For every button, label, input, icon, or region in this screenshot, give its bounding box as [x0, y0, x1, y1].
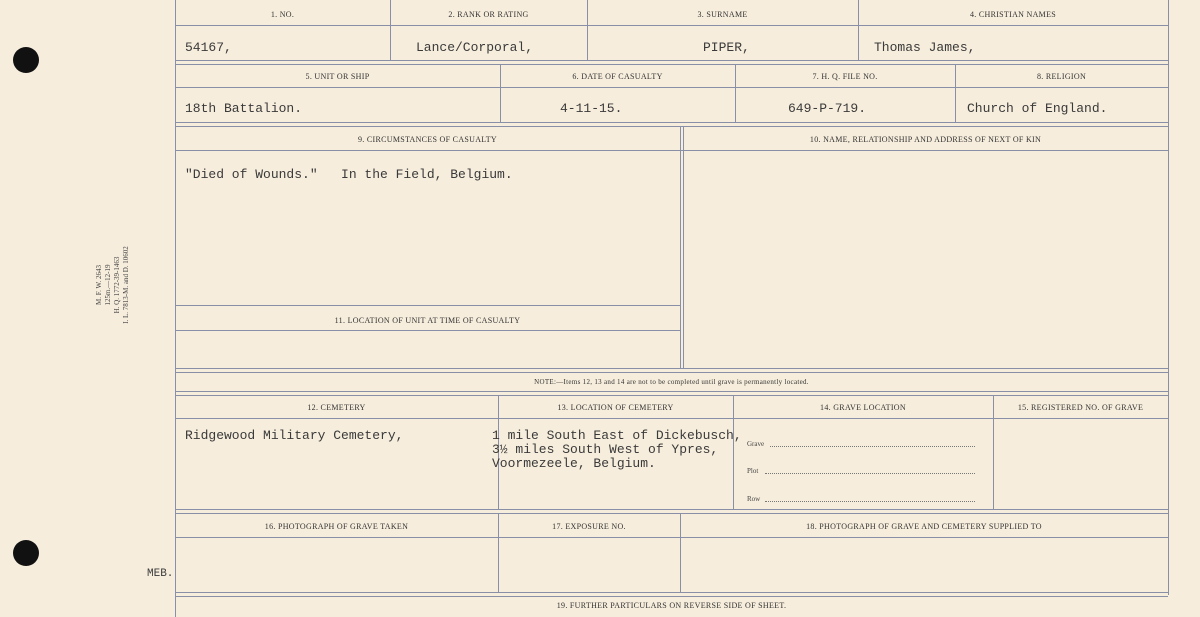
- value-christian-names: Thomas James,: [874, 40, 976, 55]
- label-grave-location: 14. GRAVE LOCATION: [820, 403, 906, 412]
- label-photograph: 16. PHOTOGRAPH OF GRAVE TAKEN: [264, 522, 409, 531]
- divider: [993, 395, 994, 509]
- label-supplied-to: 18. PHOTOGRAPH OF GRAVE AND CEMETERY SUPPLIED TO: [806, 522, 1042, 531]
- divider: [858, 0, 859, 60]
- divider: [390, 0, 391, 60]
- label-unit-location: 11. LOCATION OF UNIT AT TIME OF CASUALTY: [334, 316, 521, 325]
- divider: [680, 126, 681, 368]
- grave-line: [770, 446, 975, 447]
- divider: [175, 122, 1168, 127]
- ref-line: 125m.—12-19: [104, 264, 112, 306]
- ref-line: M. F. W. 2643: [95, 265, 103, 305]
- label-surname: 3. SURNAME: [697, 10, 748, 19]
- value-cemetery: Ridgewood Military Cemetery,: [185, 428, 404, 443]
- value-religion: Church of England.: [967, 101, 1108, 116]
- value-surname: PIPER,: [703, 40, 750, 55]
- value-date: 4-11-15.: [560, 101, 623, 116]
- label-christian-names: 4. CHRISTIAN NAMES: [969, 10, 1057, 19]
- label-no: 1. NO.: [270, 10, 295, 19]
- divider: [175, 418, 1168, 419]
- divider: [175, 368, 1168, 373]
- border: [1168, 0, 1169, 595]
- punch-hole: [13, 47, 39, 73]
- label-registered-no: 15. REGISTERED NO. OF GRAVE: [1017, 403, 1144, 412]
- divider: [175, 60, 1168, 65]
- label-plot: Plot: [747, 467, 759, 475]
- label-date: 6. DATE OF CASUALTY: [572, 72, 663, 81]
- plot-line: [765, 473, 975, 474]
- label-cemetery: 12. CEMETERY: [307, 403, 366, 412]
- divider: [175, 330, 680, 331]
- divider: [175, 305, 680, 306]
- divider: [175, 25, 1168, 26]
- ref-line: I. L. 7813-M. and D. 10602: [122, 246, 130, 324]
- label-further-particulars: 19. FURTHER PARTICULARS ON REVERSE SIDE OF SHEET.: [556, 601, 787, 610]
- value-circumstances: "Died of Wounds." In the Field, Belgium.: [185, 167, 513, 182]
- row-line: [765, 501, 975, 502]
- divider: [175, 150, 1168, 151]
- form-reference: [95, 230, 131, 340]
- divider: [175, 391, 1168, 396]
- value-unit: 18th Battalion.: [185, 101, 303, 116]
- label-rank: 2. RANK OR RATING: [448, 10, 529, 19]
- ref-line: H. Q. 1772-39-1463: [113, 256, 121, 314]
- note-text: NOTE:—Items 12, 13 and 14 are not to be completed until grave is permanently located.: [534, 378, 809, 386]
- label-exposure: 17. EXPOSURE NO.: [552, 522, 626, 531]
- divider: [683, 126, 684, 368]
- value-file: 649-P-719.: [788, 101, 867, 116]
- label-row: Row: [747, 495, 761, 503]
- divider: [175, 509, 1168, 514]
- label-religion: 8. RELIGION: [1036, 72, 1087, 81]
- divider: [175, 87, 1168, 88]
- label-grave: Grave: [747, 440, 765, 448]
- label-circumstances: 9. CIRCUMSTANCES OF CASUALTY: [357, 135, 498, 144]
- divider: [175, 592, 1168, 597]
- value-no: 54167,: [185, 40, 232, 55]
- label-cemetery-location: 13. LOCATION OF CEMETERY: [557, 403, 674, 412]
- label-file: 7. H. Q. FILE NO.: [812, 72, 878, 81]
- label-unit: 5. UNIT OR SHIP: [305, 72, 370, 81]
- punch-hole: [13, 540, 39, 566]
- value-rank: Lance/Corporal,: [416, 40, 534, 55]
- divider: [587, 0, 588, 60]
- value-initials: MEB.: [147, 568, 174, 580]
- divider: [175, 537, 1168, 538]
- label-next-of-kin: 10. NAME, RELATIONSHIP AND ADDRESS OF NEXT OF KIN: [809, 135, 1042, 144]
- value-cemetery-location: 1 mile South East of Dickebusch, 3½ miles South West of Ypres, Voormezeele, Belgium.: [492, 428, 742, 471]
